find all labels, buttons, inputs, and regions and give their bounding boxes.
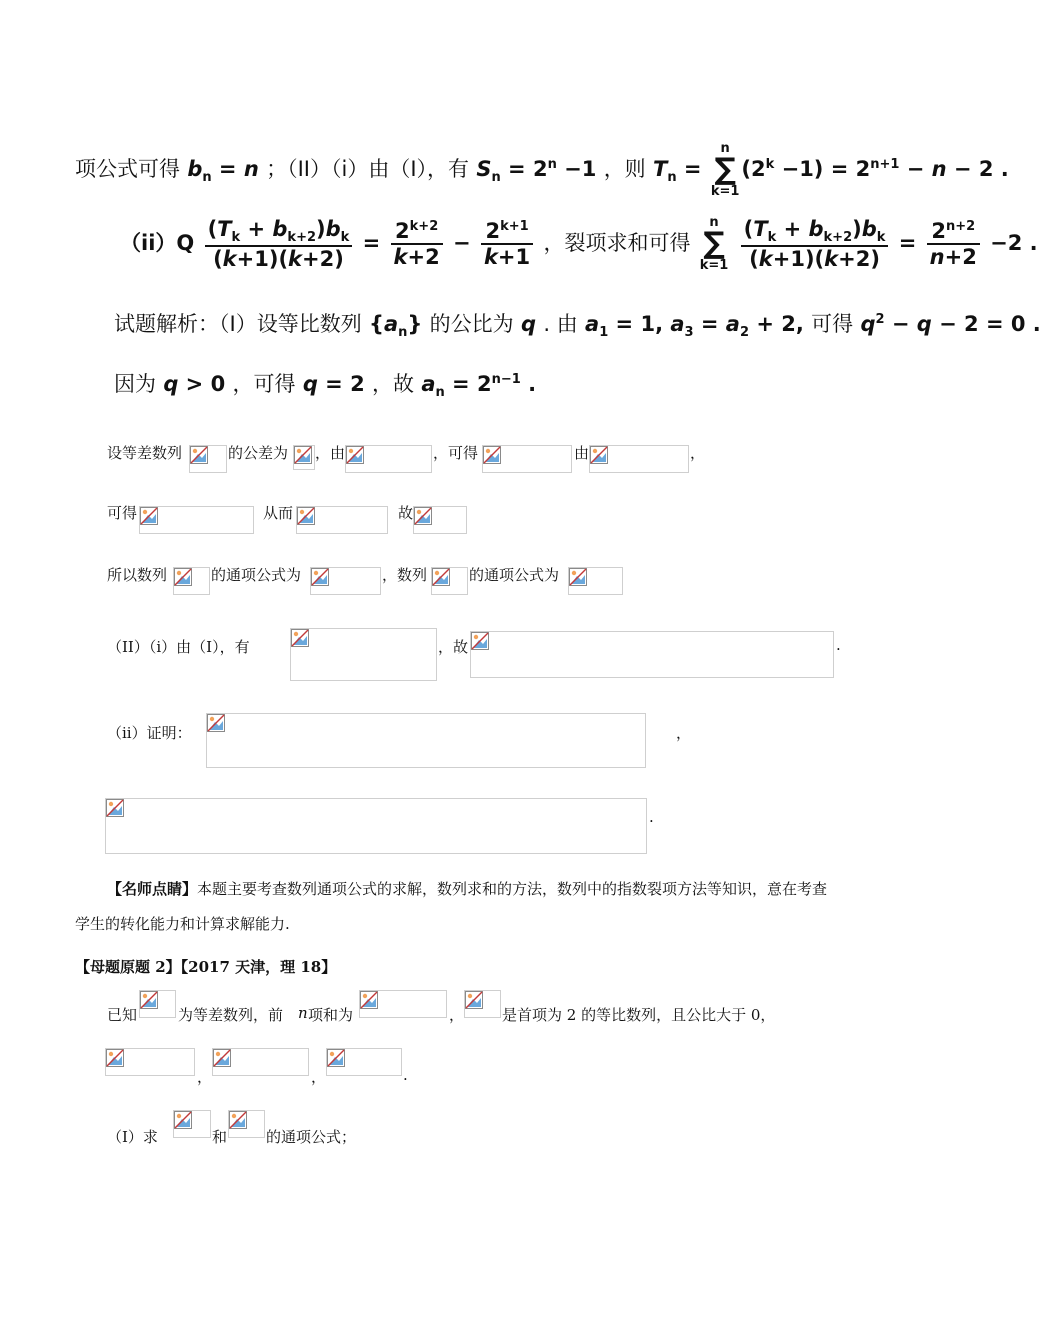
formula-image — [326, 1048, 402, 1076]
formula-image — [105, 1048, 195, 1076]
broken-image-icon — [483, 446, 501, 464]
broken-image-icon — [190, 446, 208, 464]
p4-text-c: . — [836, 636, 841, 654]
line3-then: 可得 — [811, 312, 854, 336]
q1-text-n: n — [298, 1004, 308, 1022]
solution-line-1: 项公式可得 $b_n = n$ ；（II）（i）由（I），有 $S_n = 2^n -1$ ，则 $T_n = n$ ∑ $k=1(2^k -1) = 2^{n+1} - n - 2$ . — [75, 141, 1009, 199]
formula-image — [413, 506, 467, 534]
p4-text-b: ，故 — [438, 638, 469, 656]
broken-image-icon — [140, 991, 158, 1009]
formula-image — [105, 798, 647, 854]
p1-text-c: ，由 — [315, 444, 346, 462]
p1-text-e: 由 — [574, 444, 590, 462]
q2-text-c: . — [403, 1066, 408, 1084]
p2-text-c: 故 — [398, 504, 414, 522]
broken-image-icon — [140, 507, 158, 525]
broken-image-icon — [590, 446, 608, 464]
formula-image — [139, 506, 254, 534]
broken-image-icon — [414, 507, 432, 525]
line2-prefix: （ii）Q — [120, 231, 195, 255]
q1-text-e: 是首项为 2 的等比数列，且公比大于 0， — [502, 1006, 776, 1024]
line3-by: . 由 — [543, 312, 578, 336]
broken-image-icon — [213, 1049, 231, 1067]
line4-prefix: 因为 — [114, 372, 156, 396]
p5-text-a: （ii）证明： — [107, 724, 192, 742]
p4-text-a: （II）（i）由（I），有 — [107, 638, 250, 656]
broken-image-icon — [207, 714, 225, 732]
line1-prefix: 项公式可得 — [75, 157, 180, 181]
mother-problem-heading — [75, 956, 336, 977]
q1-text-d: ， — [449, 1006, 465, 1024]
formula-image — [310, 567, 381, 595]
formula-image — [173, 1110, 211, 1138]
broken-image-icon — [346, 446, 364, 464]
p2-text-a: 可得 — [107, 504, 138, 522]
broken-image-icon — [432, 568, 450, 586]
solution-line-4: 因为 q > 0 ，可得 q = 2 ，故 $a_n = 2^{n-1}$ . — [114, 372, 537, 401]
q1-text-b: 为等差数列，前 — [178, 1006, 284, 1024]
formula-image — [568, 567, 623, 595]
broken-image-icon — [327, 1049, 345, 1067]
formula-image — [139, 990, 176, 1018]
formula-image — [189, 445, 227, 473]
p1-text-a: 设等差数列 — [107, 444, 183, 462]
p1-text-b: 的公差为 — [228, 444, 289, 462]
line1-mid: ；（II）（i）由（I），有 — [266, 157, 470, 181]
broken-image-icon — [311, 568, 329, 586]
broken-image-icon — [291, 629, 309, 647]
line2-mid: ，裂项求和可得 — [543, 231, 691, 255]
p5-text-b: ， — [676, 724, 692, 742]
q3-text-a: （I）求 — [107, 1128, 158, 1146]
p3-text-b: 的通项公式为 — [211, 566, 302, 584]
broken-image-icon — [294, 446, 312, 464]
line4-mid: ，可得 — [232, 372, 296, 396]
formula-image — [206, 713, 646, 768]
formula-image — [482, 445, 572, 473]
formula-image — [212, 1048, 309, 1076]
q3-text-c: 的通项公式； — [266, 1128, 357, 1146]
line1-then: ，则 — [603, 157, 646, 181]
note-text-1: 本题主要考查数列通项公式的求解，数列求和的方法，数列中的指数裂项方法等知识，意在考查 — [197, 880, 828, 898]
formula-image — [345, 445, 432, 473]
p3-text-a: 所以数列 — [107, 566, 168, 584]
q1-text-c: 项和为 — [308, 1006, 354, 1024]
p3-text-d: 的通项公式为 — [469, 566, 560, 584]
formula-image — [296, 506, 388, 534]
p3-text-c: ，数列 — [382, 566, 428, 584]
note-paragraph — [107, 878, 907, 899]
formula-image — [464, 990, 501, 1018]
note-title: 【名师点睛】 — [107, 880, 198, 898]
q2-text-b: ， — [311, 1068, 327, 1086]
p6-text-a: . — [649, 808, 654, 826]
q2-text-a: ， — [197, 1068, 213, 1086]
broken-image-icon — [106, 799, 124, 817]
p1-text-f: ， — [690, 444, 706, 462]
mother-title: 【母题原题 2】 — [75, 958, 181, 976]
q1-text-a: 已知 — [107, 1006, 138, 1024]
formula-image — [173, 567, 210, 595]
formula-image — [228, 1110, 265, 1138]
broken-image-icon — [360, 991, 378, 1009]
formula-image — [589, 445, 689, 473]
q3-text-b: 和 — [212, 1128, 228, 1146]
broken-image-icon — [297, 507, 315, 525]
broken-image-icon — [465, 991, 483, 1009]
broken-image-icon — [174, 1111, 192, 1129]
broken-image-icon — [569, 568, 587, 586]
mother-source: 【2017 天津，理 18】 — [180, 958, 337, 976]
broken-image-icon — [174, 568, 192, 586]
line3-prefix: 试题解析：（I）设等比数列 — [114, 312, 362, 336]
line4-then: ，故 — [372, 372, 414, 396]
formula-image — [290, 628, 437, 681]
note-text-2: 学生的转化能力和计算求解能力. — [75, 915, 290, 933]
formula-image — [359, 990, 447, 1018]
formula-image — [431, 567, 468, 595]
p2-text-b: 从而 — [263, 504, 294, 522]
p1-text-d: ，可得 — [433, 444, 479, 462]
broken-image-icon — [229, 1111, 247, 1129]
broken-image-icon — [106, 1049, 124, 1067]
formula-image — [293, 445, 315, 470]
broken-image-icon — [471, 632, 489, 650]
formula-image — [470, 631, 834, 678]
solution-line-3: 试题解析：（I）设等比数列 $\{a_n\}$ 的公比为 q . 由 $a_1 = 1$, $a_3 = a_2 + 2$, 可得 $q^2 - q - 2 = 0$ . — [114, 312, 1041, 341]
line3-mid: 的公比为 — [429, 312, 514, 336]
solution-line-2: （ii）Q $\frac{(T_k + b_{k+2})b_k}{(k+1)(k+2)}$ = $\frac{2^{k+2}}{k+2}$ − $\frac{2^{k+1}}{k+1}$ ，裂项求和可得 n ∑ k=1 $\frac{(T_k + b_{k+2})b_k}{(k+1)(k+2)}$ = $\frac{2^{n+2}}{n+2}$ −2 . — [120, 215, 1038, 273]
